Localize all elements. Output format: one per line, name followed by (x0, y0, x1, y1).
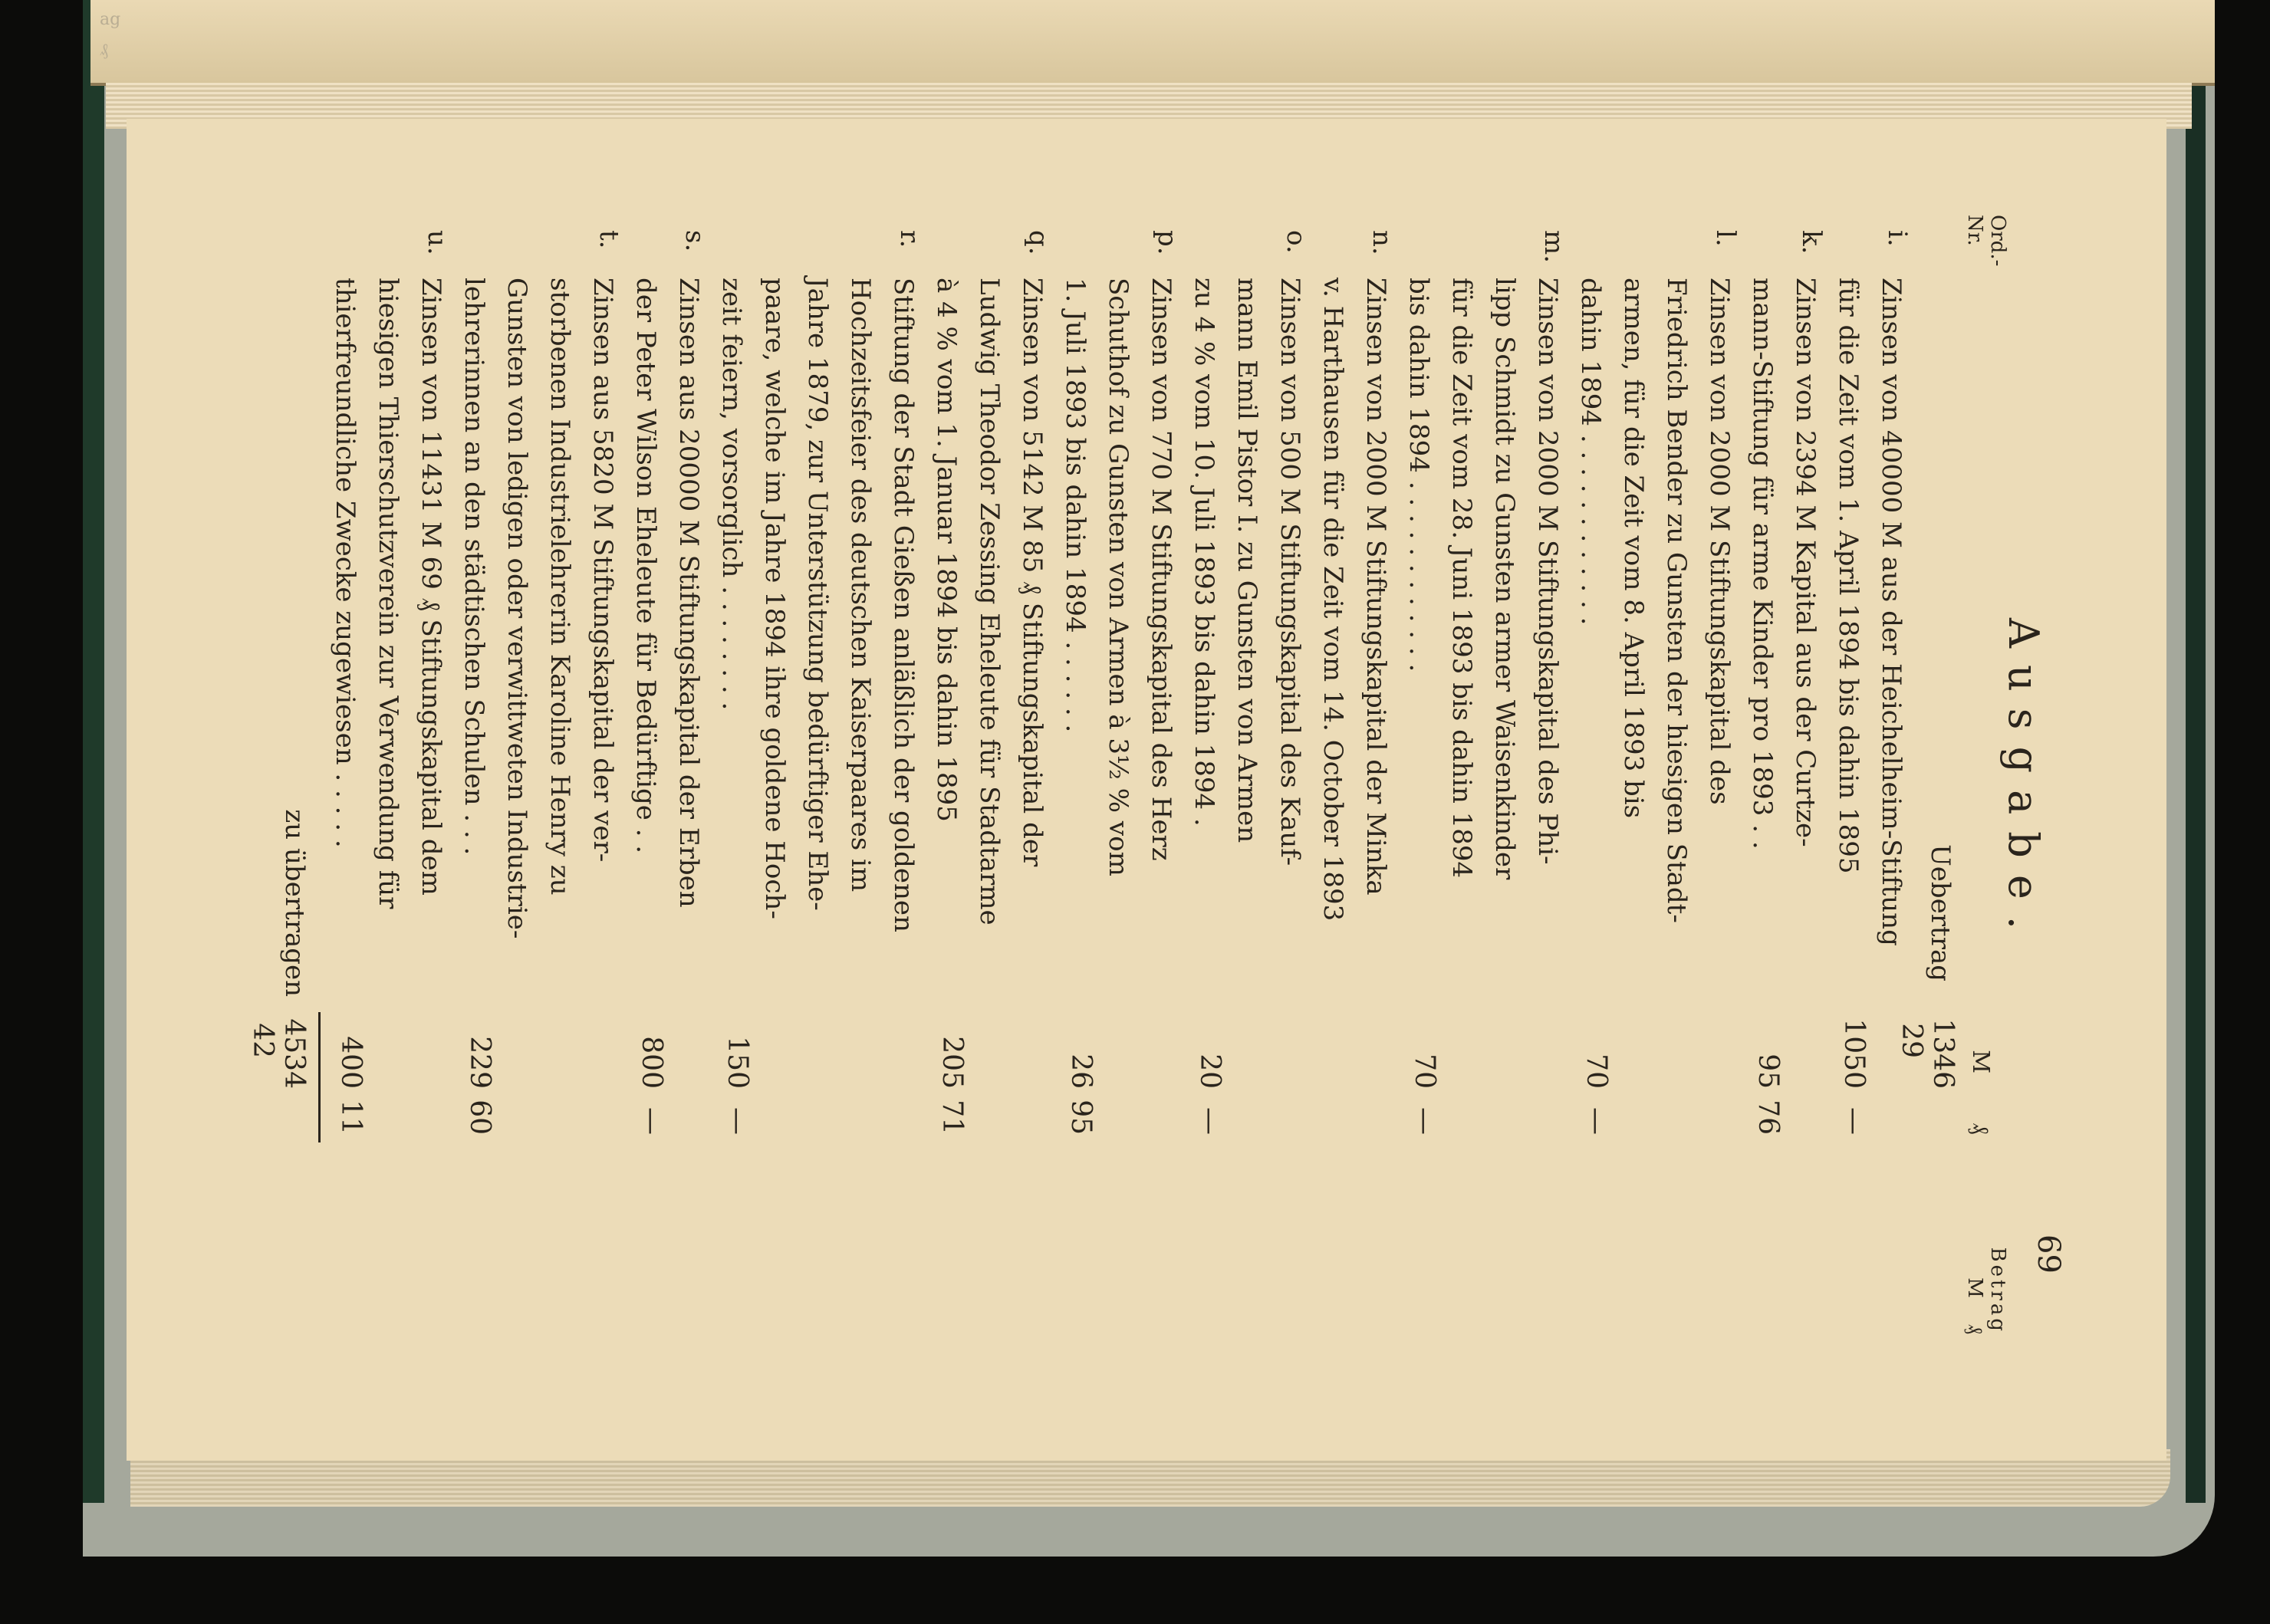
entry-amount (1838, 1012, 1870, 1142)
entry-amount (722, 1012, 753, 1142)
entry-line: lipp Schmidt zu Gunsten armer Waisenkinder (1489, 278, 1520, 880)
entry-amount (636, 1012, 667, 1142)
betrag-label: Betrag (1986, 1247, 2009, 1334)
entry-line: Zinsen von 500 M Stiftungskapital des Kauf- (1275, 278, 1305, 866)
entry-text (1397, 278, 1569, 960)
entry-line: storbenen Industrielehrerin Karoline Henry zu (544, 278, 575, 896)
entry-amount (1752, 1012, 1784, 1142)
entry-line: armen, für die Zeit vom 8. April 1893 bis (1618, 278, 1649, 819)
entry-text (1569, 278, 1741, 960)
entry-mark: 20 (1194, 1054, 1225, 1089)
entry-line: Hochzeitsfeier des deutschen Kaiserpaares im (845, 278, 876, 893)
entry-pfennig: 95 (1065, 1100, 1097, 1135)
previous-page-edge (90, 0, 2215, 86)
entry-line: Zinsen von 2000 M Stiftungskapital des (1704, 278, 1735, 805)
entry-pfennig: — (1194, 1107, 1225, 1135)
entry-text (925, 278, 1054, 960)
entry-mark: 95 (1752, 1054, 1784, 1089)
carry-mark-symbol: M (1967, 1050, 1994, 1073)
page-content (184, 215, 2071, 1349)
carry-over-amount (1896, 1012, 1959, 1142)
carry-over-pfennig: 29 (1896, 1023, 1927, 1058)
entry-line: Ludwig Theodor Zessing Eheleute für Stadtarme (974, 278, 1005, 925)
entry-line: Zinsen aus 5820 M Stiftungskapital der ver- (587, 278, 618, 863)
entry-line: Zinsen von 11431 M 69 ₰ Stiftungskapital dem (416, 278, 446, 896)
entry-mark: 800 (636, 1036, 667, 1089)
entry-line: Gunsten von ledigen oder verwittweten Industrie- (502, 278, 532, 939)
entry-mark: 150 (722, 1036, 753, 1089)
entry-line: hiesigen Thierschutzverein zur Verwendung für (373, 278, 403, 909)
carry-pfennig-symbol: ₰ (1967, 1123, 1994, 1135)
entry-text (1054, 278, 1183, 960)
entry-mark: 70 (1409, 1054, 1440, 1089)
entry-pfennig: 60 (464, 1100, 495, 1135)
carry-over-mark: 1346 (1927, 1018, 1959, 1089)
carry-forward-label: zu übertragen (279, 809, 310, 997)
pfennig-symbol: ₰ (1963, 1324, 1986, 1334)
entry-line: Stiftung der Stadt Gießen anläßlich der goldenen (888, 278, 919, 932)
entry-pfennig: — (722, 1107, 753, 1135)
entry-line: lehrerinnen an den städtischen Schulen . . . (459, 278, 489, 856)
book-spine (83, 0, 104, 1503)
entry-text (452, 278, 624, 960)
entry-letter: m. (1538, 230, 1569, 264)
entry-text (324, 278, 452, 960)
page-number: 69 (2031, 1234, 2066, 1274)
entry-line: Jahre 1879, zur Unterstützung bedürftiger Ehe- (802, 278, 833, 911)
entry-line: mann-Stiftung für arme Kinder pro 1893 . . (1747, 278, 1778, 850)
carry-over-label: Uebertrag (1925, 844, 1956, 981)
entry-mark: 70 (1581, 1054, 1612, 1089)
entry-letter: n. (1367, 230, 1397, 255)
entry-line: zu 4 % vom 10. Juli 1893 bis dahin 1894 . (1189, 278, 1219, 827)
prev-fragment-1: ag (100, 10, 121, 29)
page-title: Ausgabe. (1999, 618, 2048, 946)
entry-line: Zinsen aus 20000 M Stiftungskapital der Erben (673, 278, 704, 908)
entry-line: Zinsen von 40000 M aus der Heichelheim-Stiftung (1876, 278, 1906, 946)
entry-letter: u. (422, 230, 452, 255)
sum-rule (318, 1012, 321, 1142)
entry-amount (1065, 1012, 1097, 1142)
betrag-column-header (1963, 1196, 2009, 1334)
mark-symbol: M (1963, 1277, 1986, 1298)
entry-letter: k. (1796, 230, 1827, 255)
carry-over-units (1967, 1020, 1994, 1142)
entry-mark: 229 (464, 1036, 495, 1089)
entry-line: paare, welche im Jahre 1894 ihre goldene Hoch- (759, 278, 790, 919)
entry-line: Friedrich Bender zu Gunsten der hiesigen Stadt- (1661, 278, 1692, 923)
entry-line: der Peter Wilson Eheleute für Bedürftige . . (630, 278, 661, 854)
previous-page-fragment (100, 5, 169, 66)
entry-line: Zinsen von 2394 M Kapital aus der Curtze- (1790, 278, 1821, 847)
entry-text (1311, 278, 1397, 960)
entry-line: dahin 1894 . . . . . . . . . . . . (1575, 278, 1606, 626)
entry-line: v. Harthausen für die Zeit vom 14. October 1893 (1318, 278, 1348, 922)
entry-letter: o. (1281, 230, 1311, 254)
entry-pfennig: — (1838, 1107, 1870, 1135)
entry-text (624, 278, 710, 960)
entry-pfennig: — (1409, 1107, 1440, 1135)
entry-line: Zinsen von 2000 M Stiftungskapital des Phi- (1532, 278, 1563, 865)
entry-text (710, 278, 925, 960)
entry-pfennig: 11 (335, 1100, 367, 1135)
entry-letter: p. (1152, 230, 1183, 255)
entry-letter: t. (594, 230, 624, 249)
entry-letter: i. (1882, 230, 1913, 247)
entry-amount (464, 1012, 495, 1142)
prev-fragment-2: ₰ (100, 41, 108, 60)
book-spine-right (2186, 0, 2206, 1503)
entry-amount (1323, 1012, 1354, 1142)
entry-letter: r. (894, 230, 925, 248)
entry-letter: s. (679, 230, 710, 252)
entry-pfennig: 71 (936, 1100, 968, 1135)
entry-pfennig: 76 (1752, 1100, 1784, 1135)
entry-line: für die Zeit vom 1. April 1894 bis dahin 1895 (1833, 278, 1864, 874)
entry-line: 1. Juli 1893 bis dahin 1894 . . . . . . (1060, 278, 1091, 733)
entry-line: bis dahin 1894 . . . . . . . . . . . . (1403, 278, 1434, 672)
entry-text (1183, 278, 1311, 960)
entry-amount (335, 1012, 367, 1142)
entry-mark: 26 (1065, 1054, 1097, 1089)
carry-forward-amount (247, 1012, 310, 1142)
entry-amount (1194, 1012, 1225, 1142)
ordinal-column-header: Ord.-Nr. (1963, 215, 2009, 267)
entry-line: à 4 % vom 1. Januar 1894 bis dahin 1895 (931, 278, 962, 822)
entry-mark: 205 (936, 1036, 968, 1089)
entry-text (1741, 278, 1827, 960)
entry-letter: q. (1023, 230, 1054, 255)
entry-line: mann Emil Pistor I. zu Gunsten von Armen (1232, 278, 1262, 843)
entry-line: zeit feiern, vorsorglich . . . . . . . . (716, 278, 747, 711)
entry-line: Zinsen von 2000 M Stiftungskapital der Minka (1360, 278, 1391, 896)
entry-mark: 1050 (1838, 1018, 1870, 1089)
entry-text (1827, 278, 1913, 960)
entry-letter: l. (1710, 230, 1741, 247)
entry-line: Zinsen von 770 M Stiftungskapital des Herz (1146, 278, 1176, 861)
entry-line: Schuthof zu Gunsten von Armen à 3½ % vom (1103, 278, 1133, 876)
carry-forward-pfennig: 42 (247, 1023, 278, 1058)
entry-line: für die Zeit vom 28. Juni 1893 bis dahin 1894 (1446, 278, 1477, 879)
entry-pfennig: — (1581, 1107, 1612, 1135)
entry-amount (1409, 1012, 1440, 1142)
entry-pfennig: — (636, 1107, 667, 1135)
entry-amount (936, 1012, 968, 1142)
carry-forward-mark: 4534 (278, 1018, 310, 1089)
entry-amount (1581, 1012, 1612, 1142)
entry-line: thierfreundliche Zwecke zugewiesen . . . . . (330, 278, 360, 848)
entry-line: Zinsen von 5142 M 85 ₰ Stiftungskapital der (1017, 278, 1048, 867)
entry-mark: 400 (335, 1036, 367, 1089)
